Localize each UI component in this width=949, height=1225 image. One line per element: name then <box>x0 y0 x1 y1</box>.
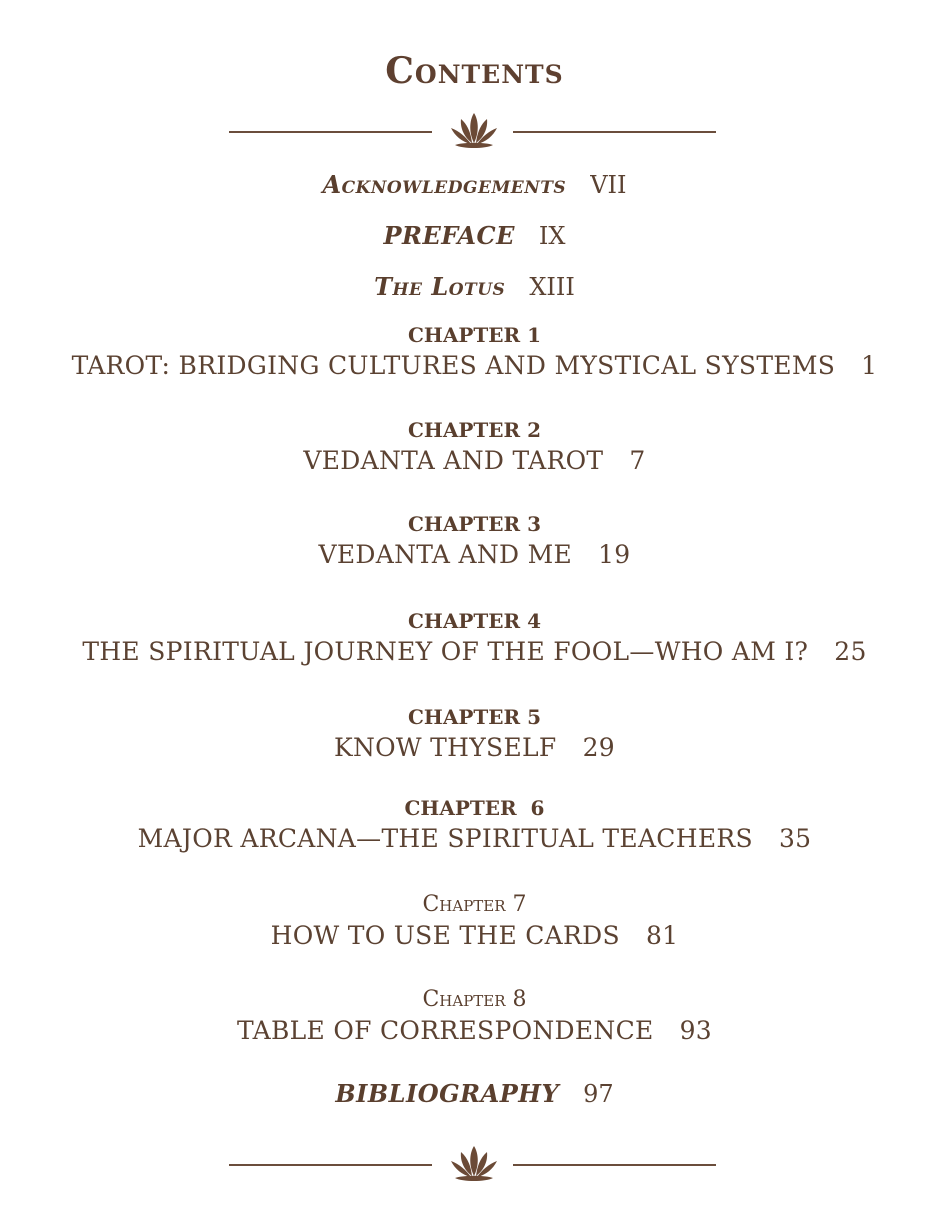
chapter-page: 93 <box>679 1016 713 1045</box>
chapter-title: HOW TO USE THE CARDS <box>270 921 620 950</box>
chapter-title: THE SPIRITUAL JOURNEY OF THE FOOL—WHO AM I? <box>82 637 809 666</box>
chapter-number: CHAPTER 6 <box>404 796 545 820</box>
toc-chapter-1[interactable] <box>0 321 949 383</box>
entry-label: The Lotus <box>374 272 506 301</box>
toc-entry-acknowledgements[interactable] <box>0 170 949 199</box>
chapter-number: Chapter 7 <box>422 892 527 917</box>
toc-chapter-3[interactable] <box>0 510 949 572</box>
entry-page: IX <box>538 222 566 250</box>
chapter-title: VEDANTA AND ME <box>318 540 573 569</box>
top-ornament <box>0 111 949 151</box>
chapter-page: 25 <box>834 637 867 666</box>
entry-label: PREFACE <box>383 221 515 250</box>
page-title: Contents <box>385 50 564 92</box>
chapter-title: TAROT: BRIDGING CULTURES AND MYSTICAL SYSTEMS <box>71 351 836 380</box>
entry-page: XIII <box>529 273 575 301</box>
chapter-page: 19 <box>598 540 631 569</box>
chapter-page: 1 <box>861 351 878 380</box>
entry-label: BIBLIOGRAPHY <box>335 1079 560 1108</box>
toc-entry-bibliography[interactable] <box>0 1079 949 1108</box>
toc-entry-preface[interactable] <box>0 221 949 250</box>
chapter-title: MAJOR ARCANA—THE SPIRITUAL TEACHERS <box>137 824 753 853</box>
toc-entry-the-lotus[interactable] <box>0 272 949 301</box>
toc-chapter-4[interactable] <box>0 607 949 669</box>
chapter-page: 29 <box>582 733 616 762</box>
lotus-icon <box>447 111 501 151</box>
chapter-page: 35 <box>778 824 812 853</box>
divider-right <box>513 1164 716 1166</box>
chapter-page: 7 <box>629 446 646 475</box>
lotus-icon <box>447 1144 501 1184</box>
divider-left <box>229 131 432 133</box>
bottom-ornament <box>0 1144 949 1184</box>
toc-chapter-5[interactable] <box>0 703 949 765</box>
chapter-page: 81 <box>645 921 679 950</box>
entry-label: Acknowledgements <box>322 170 567 199</box>
chapter-number: CHAPTER 3 <box>408 512 541 536</box>
chapter-number: CHAPTER 2 <box>408 418 541 442</box>
chapter-title: KNOW THYSELF <box>333 733 557 762</box>
chapter-title: VEDANTA AND TAROT <box>303 446 604 475</box>
chapter-number: CHAPTER 1 <box>408 323 541 347</box>
chapter-title: TABLE OF CORRESPONDENCE <box>236 1016 654 1045</box>
divider-left <box>229 1164 432 1166</box>
toc-chapter-2[interactable] <box>0 416 949 478</box>
entry-page: 97 <box>583 1080 614 1108</box>
chapter-number: CHAPTER 5 <box>408 705 541 729</box>
toc-chapter-7[interactable] <box>0 891 949 953</box>
toc-chapter-8[interactable] <box>0 986 949 1048</box>
chapter-number: Chapter 8 <box>422 987 527 1012</box>
chapter-number: CHAPTER 4 <box>408 609 541 633</box>
divider-right <box>513 131 716 133</box>
entry-page: VII <box>590 171 627 199</box>
toc-chapter-6[interactable] <box>0 794 949 856</box>
